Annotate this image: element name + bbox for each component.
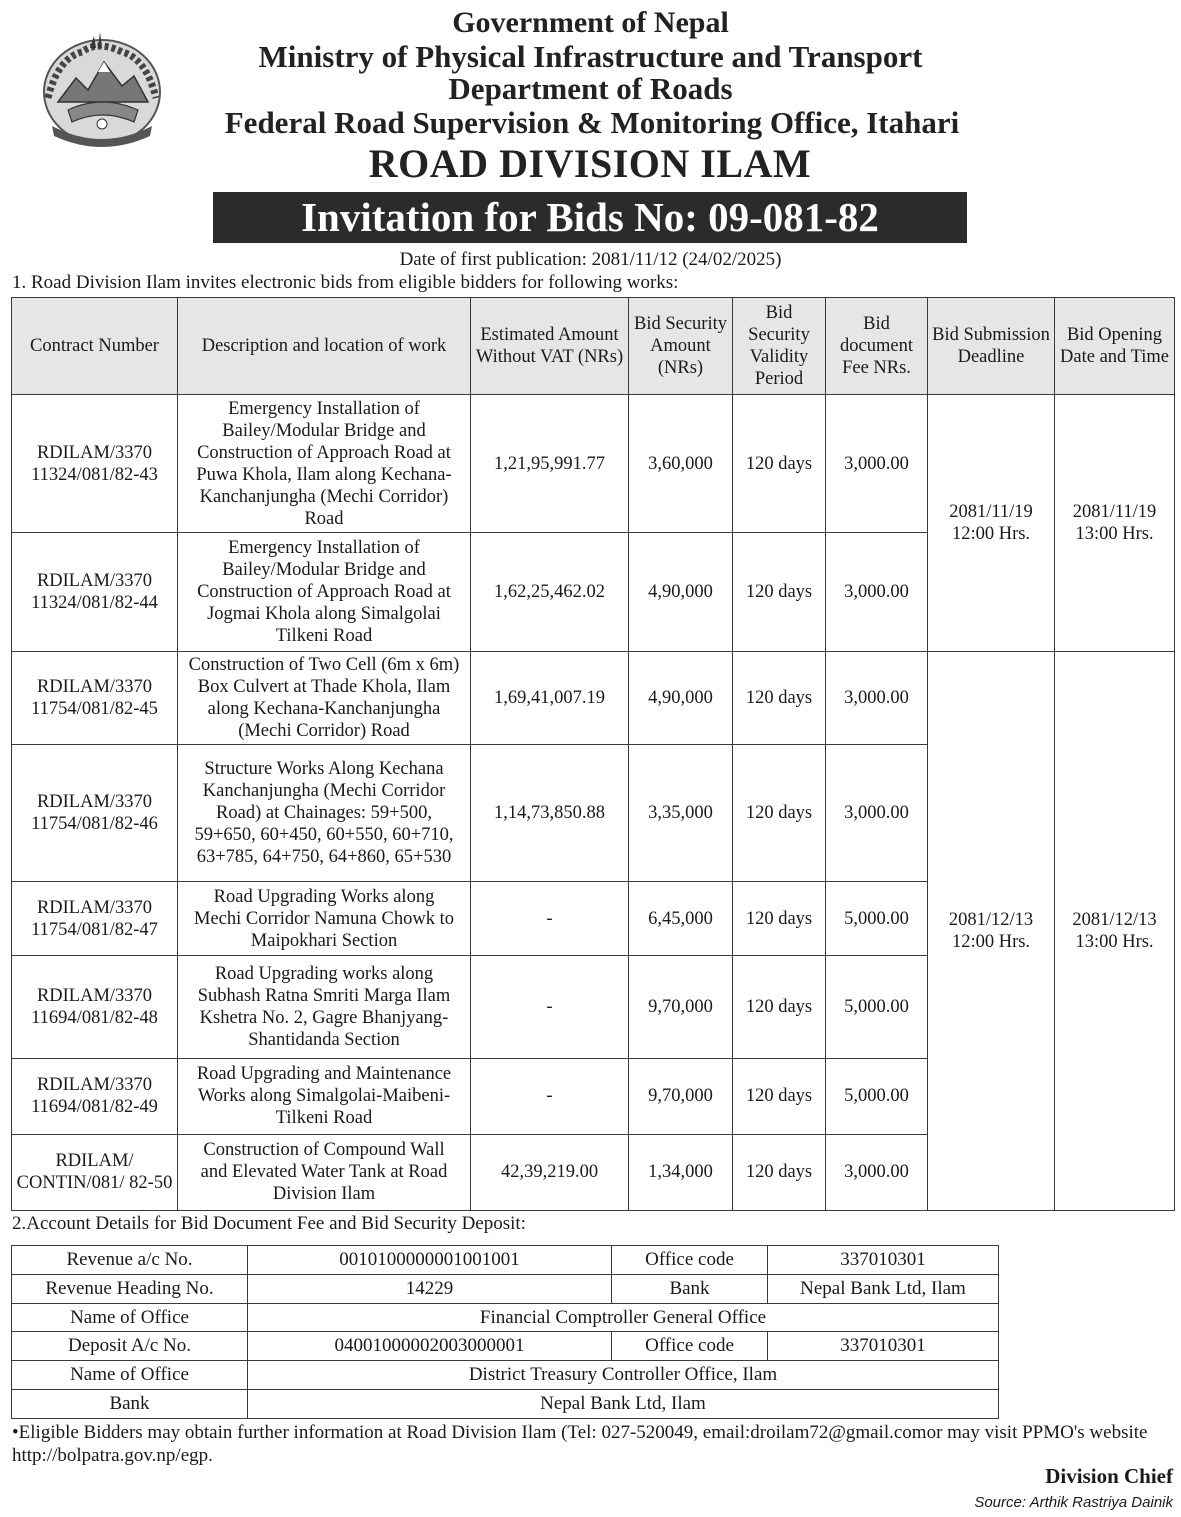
header-government: Government of Nepal bbox=[452, 6, 729, 39]
bid-security-validity: 120 days bbox=[733, 1134, 826, 1210]
estimated-amount: 1,69,41,007.19 bbox=[471, 651, 629, 744]
account-value: 04001000002003000001 bbox=[248, 1332, 612, 1361]
bid-security-validity: 120 days bbox=[733, 744, 826, 881]
account-value: District Treasury Controller Office, Ilam bbox=[248, 1361, 999, 1390]
col-header: Contract Number bbox=[12, 298, 178, 395]
contract-number: RDILAM/3370 11324/081/82-44 bbox=[12, 533, 178, 651]
bid-document-fee: 3,000.00 bbox=[826, 651, 928, 744]
bid-security-amount: 3,35,000 bbox=[629, 744, 733, 881]
work-description: Construction of Two Cell (6m x 6m) Box Culvert at Thade Khola, Ilam along Kechana-Kanchanjungha (Mechi Corridor) Road bbox=[178, 651, 471, 744]
estimated-amount: - bbox=[471, 882, 629, 956]
contract-number: RDILAM/3370 11754/081/82-45 bbox=[12, 651, 178, 744]
bid-security-validity: 120 days bbox=[733, 956, 826, 1058]
estimated-amount: 1,21,95,991.77 bbox=[471, 395, 629, 533]
col-header: Bid Submission Deadline bbox=[928, 298, 1055, 395]
account-value: 14229 bbox=[248, 1274, 612, 1303]
estimated-amount: 1,14,73,850.88 bbox=[471, 744, 629, 881]
bids-table bbox=[11, 297, 1175, 1211]
bid-security-amount: 4,90,000 bbox=[629, 651, 733, 744]
table-header-row bbox=[12, 298, 1175, 395]
bid-document-fee: 3,000.00 bbox=[826, 1134, 928, 1210]
opening-date: 2081/12/13 13:00 Hrs. bbox=[1055, 651, 1175, 1210]
submission-deadline: 2081/11/19 12:00 Hrs. bbox=[928, 395, 1055, 652]
work-description: Structure Works Along Kechana Kanchanjungha (Mechi Corridor Road) at Chainages: 59+500, 59+650, 60+450, 60+550, 60+710, 63+785, 64+750, 64+860, 65+530 bbox=[178, 744, 471, 881]
col-header: Estimated Amount Without VAT (NRs) bbox=[471, 298, 629, 395]
header-ministry: Ministry of Physical Infrastructure and Transport bbox=[258, 39, 923, 74]
account-label: Office code bbox=[612, 1332, 768, 1361]
opening-date: 2081/11/19 13:00 Hrs. bbox=[1055, 395, 1175, 652]
source-credit: Source: Arthik Rastriya Dainik bbox=[974, 1494, 1173, 1511]
account-label: Revenue Heading No. bbox=[12, 1274, 248, 1303]
account-label: Name of Office bbox=[12, 1303, 248, 1332]
work-description: Construction of Compound Wall and Elevated Water Tank at Road Division Ilam bbox=[178, 1134, 471, 1210]
account-label: Revenue a/c No. bbox=[12, 1246, 248, 1275]
col-header: Bid Security Amount (NRs) bbox=[629, 298, 733, 395]
estimated-amount: - bbox=[471, 956, 629, 1058]
account-value: Financial Comptroller General Office bbox=[248, 1303, 999, 1332]
submission-deadline: 2081/12/13 12:00 Hrs. bbox=[928, 651, 1055, 1210]
estimated-amount: - bbox=[471, 1058, 629, 1134]
col-header: Description and location of work bbox=[178, 298, 471, 395]
table-row bbox=[12, 651, 1175, 744]
account-row bbox=[12, 1361, 999, 1390]
bid-document-fee: 5,000.00 bbox=[826, 882, 928, 956]
table-row bbox=[12, 395, 1175, 533]
bid-document-fee: 3,000.00 bbox=[826, 533, 928, 651]
account-label: Office code bbox=[612, 1246, 768, 1275]
estimated-amount: 1,62,25,462.02 bbox=[471, 533, 629, 651]
bid-document-fee: 5,000.00 bbox=[826, 1058, 928, 1134]
account-row bbox=[12, 1246, 999, 1275]
header-division: ROAD DIVISION ILAM bbox=[368, 141, 812, 186]
estimated-amount: 42,39,219.00 bbox=[471, 1134, 629, 1210]
signature: Division Chief bbox=[1045, 1464, 1173, 1488]
account-row bbox=[12, 1274, 999, 1303]
account-label: Bank bbox=[12, 1390, 248, 1419]
account-row bbox=[12, 1390, 999, 1419]
bid-security-validity: 120 days bbox=[733, 651, 826, 744]
bid-security-amount: 4,90,000 bbox=[629, 533, 733, 651]
account-row bbox=[12, 1332, 999, 1361]
account-row bbox=[12, 1303, 999, 1332]
work-description: Emergency Installation of Bailey/Modular Bridge and Construction of Approach Road at Puwa Khola, Ilam along Kechana-Kanchanjungha (Mechi Corridor) Road bbox=[178, 395, 471, 533]
contract-number: RDILAM/3370 11754/081/82-47 bbox=[12, 882, 178, 956]
account-value: 0010100000001001001 bbox=[248, 1246, 612, 1275]
header-office: Federal Road Supervision & Monitoring Office, Itahari bbox=[224, 105, 960, 140]
account-value: 337010301 bbox=[768, 1332, 999, 1361]
account-value: 337010301 bbox=[768, 1246, 999, 1275]
contract-number: RDILAM/ CONTIN/081/ 82-50 bbox=[12, 1134, 178, 1210]
contract-number: RDILAM/3370 11694/081/82-49 bbox=[12, 1058, 178, 1134]
invitation-title: Invitation for Bids No: 09-081-82 bbox=[213, 192, 967, 243]
work-description: Emergency Installation of Bailey/Modular Bridge and Construction of Approach Road at Jogmai Khola along Simalgolai Tilkeni Road bbox=[178, 533, 471, 651]
contract-number: RDILAM/3370 11754/081/82-46 bbox=[12, 744, 178, 881]
bid-security-amount: 6,45,000 bbox=[629, 882, 733, 956]
bid-security-validity: 120 days bbox=[733, 1058, 826, 1134]
contract-number: RDILAM/3370 11324/081/82-43 bbox=[12, 395, 178, 533]
col-header: Bid document Fee NRs. bbox=[826, 298, 928, 395]
account-section-title: 2.Account Details for Bid Document Fee and Bid Security Deposit: bbox=[12, 1213, 526, 1234]
contact-note: •Eligible Bidders may obtain further information at Road Division Ilam (Tel: 027-520049, email:droilam72@gmail.comor may visit PPMO's website http://bolpatra.gov.np/egp. bbox=[12, 1422, 1148, 1466]
account-value: Nepal Bank Ltd, Ilam bbox=[768, 1274, 999, 1303]
header-department: Department of Roads bbox=[448, 71, 733, 106]
bid-document-fee: 3,000.00 bbox=[826, 744, 928, 881]
bid-security-validity: 120 days bbox=[733, 882, 826, 956]
account-label: Deposit A/c No. bbox=[12, 1332, 248, 1361]
bid-security-amount: 1,34,000 bbox=[629, 1134, 733, 1210]
col-header: Bid Security Validity Period bbox=[733, 298, 826, 395]
col-header: Bid Opening Date and Time bbox=[1055, 298, 1175, 395]
bid-security-validity: 120 days bbox=[733, 533, 826, 651]
bid-security-amount: 9,70,000 bbox=[629, 956, 733, 1058]
publication-date: Date of first publication: 2081/11/12 (24/02/2025) bbox=[399, 249, 782, 270]
account-value: Nepal Bank Ltd, Ilam bbox=[248, 1390, 999, 1419]
bid-document-fee: 5,000.00 bbox=[826, 956, 928, 1058]
work-description: Road Upgrading works along Subhash Ratna Smriti Marga Ilam Kshetra No. 2, Gagre Bhanjyang- Shantidanda Section bbox=[178, 956, 471, 1058]
bid-document-fee: 3,000.00 bbox=[826, 395, 928, 533]
bid-security-amount: 9,70,000 bbox=[629, 1058, 733, 1134]
account-label: Name of Office bbox=[12, 1361, 248, 1390]
work-description: Road Upgrading Works along Mechi Corridor Namuna Chowk to Maipokhari Section bbox=[178, 882, 471, 956]
bid-security-validity: 120 days bbox=[733, 395, 826, 533]
account-label: Bank bbox=[612, 1274, 768, 1303]
account-details-table bbox=[11, 1245, 999, 1419]
work-description: Road Upgrading and Maintenance Works along Simalgolai-Maibeni-Tilkeni Road bbox=[178, 1058, 471, 1134]
contract-number: RDILAM/3370 11694/081/82-48 bbox=[12, 956, 178, 1058]
bid-security-amount: 3,60,000 bbox=[629, 395, 733, 533]
intro-text: 1. Road Division Ilam invites electronic bids from eligible bidders for following works: bbox=[12, 272, 679, 293]
